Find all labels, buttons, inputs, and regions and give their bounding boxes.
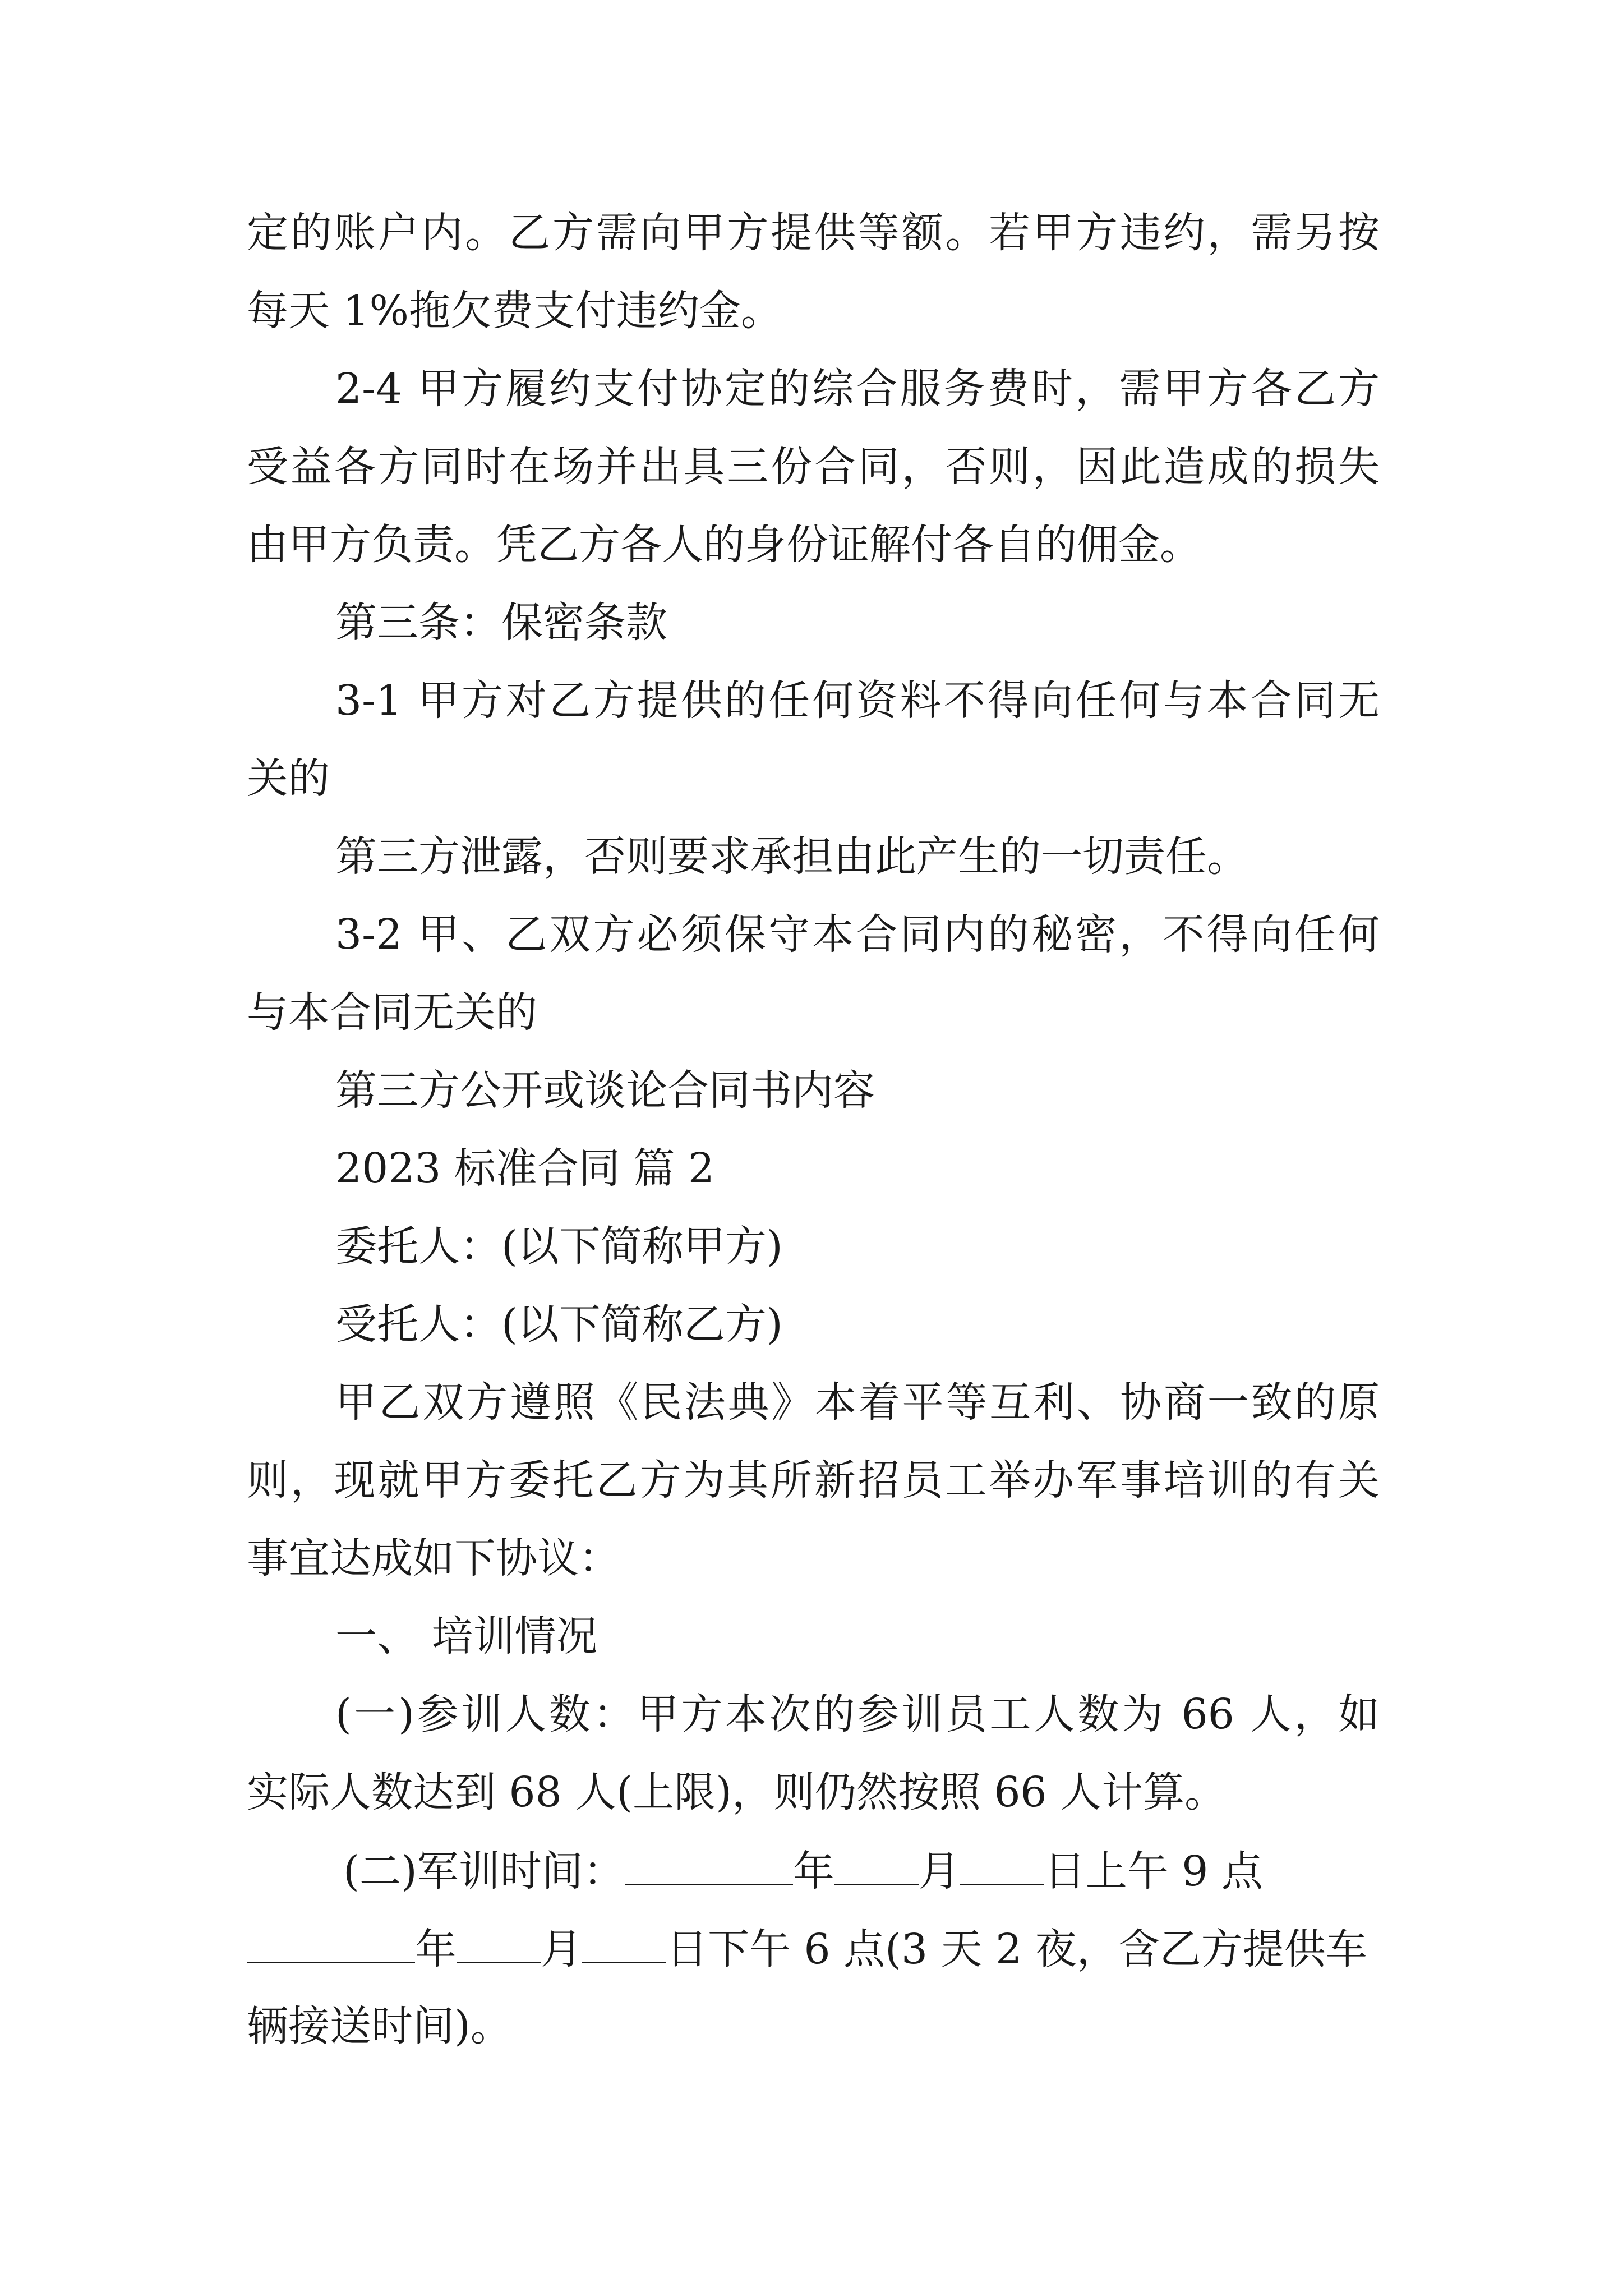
text-line: 受益各方同时在场并出具三份合同，否则，因此造成的损失 [247, 443, 1380, 491]
text-line: 由甲方负责。凭乙方各人的身份证解付各自的佣金。 [247, 521, 1201, 569]
text-line: 关的 [247, 754, 330, 803]
text-line: 辆接送时间)。 [247, 2002, 512, 2050]
year-label: 年 [792, 1847, 834, 1895]
text-line: 甲乙双方遵照《民法典》本着平等互利、协商一致的原 [335, 1378, 1380, 1427]
text-line: 则，现就甲方委托乙方为其所新招员工举办军事培训的有关 [247, 1456, 1380, 1504]
day-blank [582, 1920, 666, 1963]
month-blank [834, 1842, 919, 1885]
training-time-line [343, 1842, 1387, 1898]
clause-2-4: 2-4 甲方履约支付协定的综合服务费时，需甲方各乙方 [335, 365, 1380, 413]
client-line: 委托人：(以下简称甲方) [335, 1222, 783, 1271]
document-title: 2023 标准合同 篇 2 [335, 1144, 714, 1193]
month-label: 月 [918, 1847, 960, 1895]
day-start-label: 日上午 9 点 [1044, 1847, 1263, 1895]
trustee-line: 受托人：(以下简称乙方) [335, 1300, 783, 1349]
year-label: 年 [415, 1925, 457, 1973]
clause-3-2: 3-2 甲、乙双方必须保守本合同内的秘密，不得向任何 [335, 910, 1380, 959]
day-end-label: 日下午 6 点(3 天 2 夜，含乙方提供车 [666, 1925, 1367, 1973]
clause-3-1: 3-1 甲方对乙方提供的任何资料不得向任何与本合同无 [335, 677, 1380, 725]
day-blank [960, 1842, 1044, 1885]
text-line: 第三方泄露，否则要求承担由此产生的一切责任。 [335, 832, 1248, 881]
section-heading: 第三条：保密条款 [335, 599, 667, 647]
text-line: 实际人数达到 68 人(上限)，则仍然按照 66 人计算。 [247, 1768, 1227, 1816]
text-line: 定的账户内。乙方需向甲方提供等额。若甲方违约，需另按 [247, 209, 1380, 257]
training-time-label: (二)军训时间： [343, 1847, 625, 1895]
month-blank [457, 1920, 541, 1963]
text-line: (一)参训人数：甲方本次的参训员工人数为 66 人，如 [335, 1690, 1380, 1738]
section-heading: 一、 培训情况 [335, 1612, 598, 1660]
training-time-end-line [247, 1920, 1380, 1976]
year-blank [247, 1920, 415, 1963]
text-line: 每天 1%拖欠费支付违约金。 [247, 287, 782, 335]
month-label: 月 [541, 1925, 582, 1973]
year-blank [625, 1842, 793, 1885]
text-line: 事宜达成如下协议： [247, 1534, 620, 1582]
text-line: 第三方公开或谈论合同书内容 [335, 1066, 875, 1115]
text-line: 与本合同无关的 [247, 988, 537, 1037]
